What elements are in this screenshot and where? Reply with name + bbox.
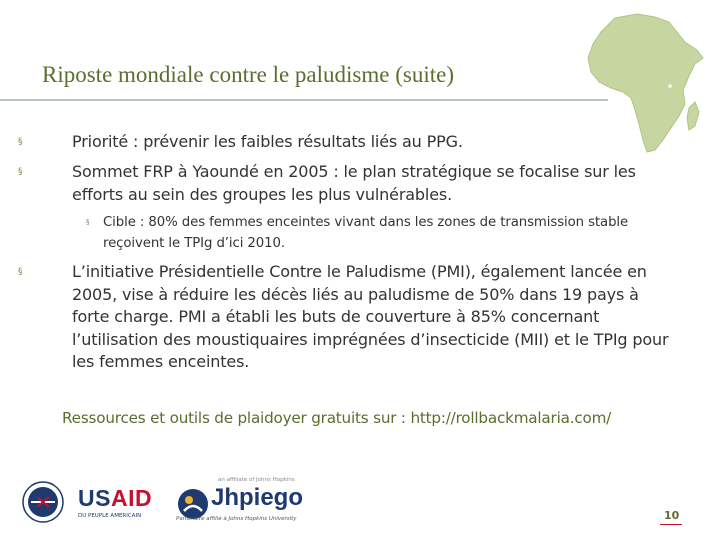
jhpiego-logo: Jhpiego — [211, 484, 304, 511]
bullet-text: L’initiative Présidentielle Contre le Paludisme (PMI), également lancée en 2005, vise à réduire les décès liés au paludisme de 50% dans 19 pays à forte charge. PMI a établi les buts de couverture à 85% concernant l’utilisation des moustiquaires imprégnées d’insecticide (MII) et le TPIg pour les femmes enceintes. — [72, 262, 669, 371]
bullet-item — [18, 161, 662, 206]
usaid-tagline: DU PEUPLE AMERICAIN — [78, 513, 142, 519]
usaid-aid-text: AID — [110, 485, 153, 511]
bullet-text: Priorité : prévenir les faibles résultats liés au PPG. — [72, 132, 463, 151]
bullet-marker: § — [18, 167, 23, 177]
sub-bullet-text: Cible : 80% des femmes enceintes vivant dans les zones de transmission stable reçoivent le TPIg d’ici 2010. — [103, 215, 629, 251]
sub-bullet-item — [86, 212, 693, 254]
footer-logos — [18, 477, 338, 527]
usaid-seal-icon — [22, 481, 64, 523]
slide-title: Riposte mondiale contre le paludisme (suite) — [42, 62, 454, 87]
bullet-item — [18, 131, 662, 154]
jhpiego-affiliate-text: an affiliate of Johns Hopkins — [218, 477, 295, 483]
bullet-marker: § — [18, 137, 23, 147]
usaid-logo — [78, 485, 152, 512]
sub-bullet-marker: § — [86, 218, 90, 226]
jhpiego-tagline: Partenaire affilié à Johns Hopkins University — [176, 516, 297, 522]
bullet-marker: § — [18, 267, 23, 277]
page-number-underline — [660, 524, 682, 525]
bullet-item — [18, 261, 672, 374]
page-number: 10 — [664, 509, 680, 522]
resource-link-line[interactable]: Ressources et outils de plaidoyer gratuits sur : http://rollbackmalaria.com/ — [62, 409, 612, 427]
usaid-us-text: US — [78, 485, 111, 511]
bullet-text: Sommet FRP à Yaoundé en 2005 : le plan stratégique se focalise sur les efforts au sein des groupes les plus vulnérables. — [72, 162, 636, 204]
title-divider — [0, 99, 608, 101]
